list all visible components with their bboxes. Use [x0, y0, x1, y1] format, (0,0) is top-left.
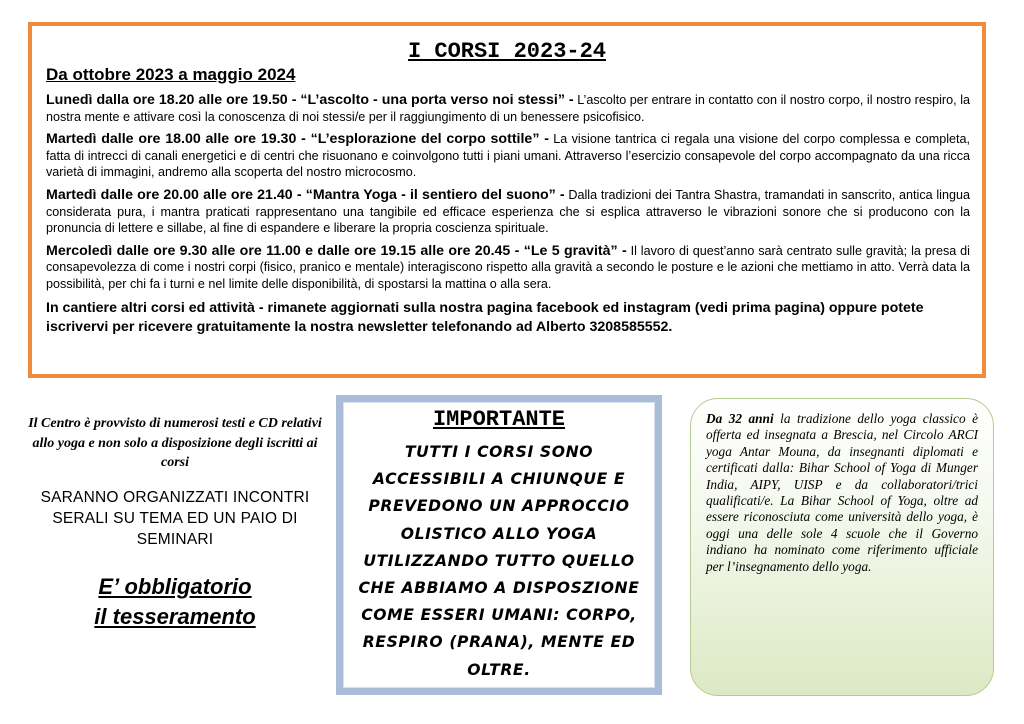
history-body: la tradizione dello yoga classico è offerta ed insegnata a Brescia, nel Circolo ARCI yoga Antar Mouna, da insegnanti diplomati e certificati dalla: Bihar School of Yoga di Munger India, AIPY, UISP e da collaboratori/trici qualificati/e. La Bihar School of Yoga, oltre ad essere riconosciuta come università dello yoga, è oggi una delle sole 4 scuole che il Governo indiano ha nominato come riferimento ufficiale per l’insegnamento dello yoga.: [706, 411, 978, 574]
course-tuesday-evening-1: [46, 131, 970, 181]
important-title: IMPORTANTE: [432, 407, 566, 432]
history-lead: Da 32 anni: [706, 411, 774, 426]
course-description: Il lavoro di quest’anno sarà centrato sulle gravità; la presa di consapevolezza di come i nostri corpi (fisico, pranico e mentale) interagiscono rispetto alla gravità a secondo le posture e le azioni che mettiamo in atto. Verrà data la possibilità, per chi fa i turni e nel limite delle disponibilità, di spostarsi la mattina o alla sera.: [46, 243, 970, 291]
membership-line-1: E’ obbligatorio: [98, 573, 252, 599]
history-text: [706, 411, 978, 575]
course-wednesday: [46, 243, 970, 293]
course-heading: Mercoledì dalle ore 9.30 alle ore 11.00 e dalle ore 19.15 alle ore 20.45 - “Le 5 gravità” -: [46, 242, 627, 259]
events-note: SARANNO ORGANIZZATI INCONTRI SERALI SU TEMA ED UN PAIO DI SEMINARI: [40, 488, 310, 548]
course-tuesday-evening-2: [46, 187, 970, 237]
courses-period: Da ottobre 2023 a maggio 2024: [46, 65, 296, 84]
left-column: [28, 414, 322, 632]
course-description: La visione tantrica ci regala una visione del corpo complessa e completa, fatta di intrecci di canali energetici e di centri che risuonano e coinvolgono tutti i piani umani. Attraverso l’esercizio consapevole del corpo accompagnato da una ricca varietà di immagini, andremo alla scoperta del nostro microcosmo.: [46, 132, 970, 180]
course-monday: [46, 92, 970, 125]
important-box: [336, 395, 662, 695]
important-text: TUTTI I CORSI SONO ACCESSIBILI A CHIUNQUE E PREVEDONO UN APPROCCIO OLISTICO ALLO YOGA UTILIZZANDO TUTTO QUELLO CHE ABBIAMO A DISPOSZIONE COME ESSERI UMANI: CORPO, RESPIRO (PRANA), MENTE ED OLTRE.: [358, 443, 640, 679]
membership-line-2: il tesseramento: [94, 603, 256, 629]
course-heading: Martedì dalle ore 18.00 alle ore 19.30 - “L’esplorazione del corpo sottile” -: [46, 131, 549, 148]
course-heading: Martedì dalle ore 20.00 alle ore 21.40 - “Mantra Yoga - il sentiero del suono” -: [46, 186, 565, 203]
courses-footer-note: In cantiere altri corsi ed attività - rimanete aggiornati sulla nostra pagina facebook ed instagram (vedi prima pagina) oppure potete iscrivervi per ricevere gratuitamente la nostra newsletter telefonando ad Alberto 3208585552.: [46, 299, 924, 335]
history-box: [690, 398, 994, 696]
course-description: Dalla tradizioni dei Tantra Shastra, tramandati in sanscrito, antica lingua considerata pura, i mantra praticati rappresentano una tangibile ed efficace esperienza che si esplica attraverso le vibrazioni sonore che si producono con la pronuncia di lettere e sillabe, al fine di espandere e liberare la propria coscienza spirituale.: [46, 187, 970, 236]
course-heading: Lunedì dalla ore 18.20 alle ore 19.50 - “L’ascolto - una porta verso noi stessi” -: [46, 92, 574, 108]
library-note: Il Centro è provvisto di numerosi testi e CD relativi allo yoga e non solo a disposizione degli iscritti ai corsi: [28, 416, 322, 470]
membership-note: [28, 572, 322, 632]
courses-title: I CORSI 2023-24: [407, 39, 607, 64]
course-description: L’ascolto per entrare in contatto con il nostro corpo, il nostro respiro, la nostra mente e attivare così la conoscenza di noi stessi/e per il raggiungimento di un benessere psicofisico.: [46, 93, 970, 124]
courses-box: [28, 22, 986, 378]
